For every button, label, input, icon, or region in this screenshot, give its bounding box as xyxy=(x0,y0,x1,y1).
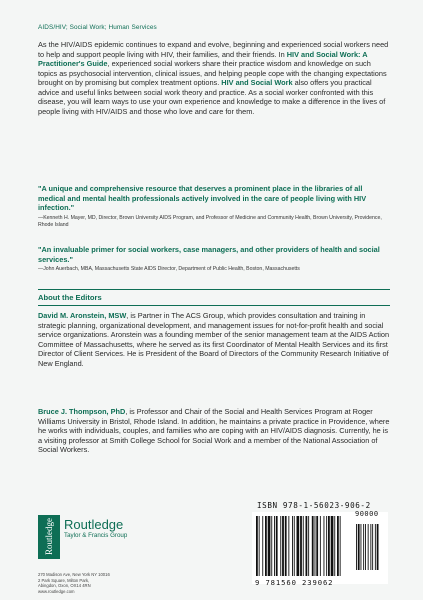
quote-text: "A unique and comprehensive resource that deserves a prominent place in the libraries of all medical and mental health professionals actively involved in the care of people living with HIV infection." xyxy=(38,184,367,213)
address-line: 270 Madison Ave, New York NY 10016 xyxy=(38,572,110,577)
quote-attribution: —Kenneth H. Mayer, MD, Director, Brown University AIDS Program, and Professor of Medicine and Community Health, Brown University, Providence, Rhode Island xyxy=(38,214,382,228)
address-line: Abingdon, Oxon, OX14 4RN xyxy=(38,583,91,589)
intro-text-2: , experienced social workers share their practice wisdom and knowledge on such topics as psychosocial intervention, clinical issues, and helping people cope with the changing expectations brought on by promising but complex treatment options. xyxy=(38,59,387,88)
barcode-icon xyxy=(252,512,388,582)
book-title-bold-short: HIV and Social Work xyxy=(221,78,293,88)
publisher-group: Taylor & Francis Group xyxy=(64,532,128,539)
section-divider xyxy=(38,289,390,290)
editor-bio xyxy=(38,407,390,455)
intro-text-1: As the HIV/AIDS epidemic continues to expand and evolve, beginning and experienced social workers need to help and support people living with HIV, their families, and their friends. In xyxy=(38,40,389,59)
address-line: 2 Park Square, Milton Park, xyxy=(38,577,90,583)
publisher-brand xyxy=(64,517,127,540)
section-divider xyxy=(38,305,390,306)
editor-bio xyxy=(38,311,390,368)
intro-paragraph xyxy=(38,40,390,116)
barcode-ean: 9 781560 239062 xyxy=(255,578,334,587)
isbn-label: ISBN 978-1-56023-906-2 xyxy=(257,501,371,510)
about-editors-heading: About the Editors xyxy=(38,293,102,302)
editor-bio-text: , is Professor and Chair of the Social and Health Services Program at Roger Williams University in Bristol, Rhode Island. In addition, he maintains a private practice in Providence, where he works with individuals, couples, and families who are coping with an HIV/AIDS diagnosis. Currently, he is a visiting professor at Smith College School for Social Work and a member of the National Association of Social Workers. xyxy=(38,407,390,455)
editor-name: David M. Aronstein, MSW xyxy=(38,311,127,320)
publisher-name: Routledge xyxy=(64,517,124,532)
editor-name: Bruce J. Thompson, PhD xyxy=(38,407,126,416)
editor-bio-text: , is Partner in The ACS Group, which provides consultation and training in strategic planning, organizational development, and management issues for not-for-profit health and social service organizations. Aronstein was a founding member of the senior management team at the AIDS Action Committee of Massachusetts, where he served as its first Coordinator of Mental Health Services and its first Director of Client Services. He is President of the Board of Directors of the Community Research Initiative of New England. xyxy=(38,311,390,368)
quote-text: "An invaluable primer for social workers, case managers, and other providers of health and social services." xyxy=(38,245,380,264)
endorsement-quote xyxy=(38,184,390,229)
address-line: www.routledge.com xyxy=(38,588,75,594)
svg-text:Routledge: Routledge xyxy=(44,518,54,555)
intro-text-3: also offers you practical advice and useful links between social work theory and practice. As a social worker confronted with this disease, you will learn ways to use your own experience and knowledge to make a difference in the lives of people living with HIV/AIDS and those who love and care for them. xyxy=(38,78,386,116)
category-label: AIDS/HIV; Social Work; Human Services xyxy=(38,24,157,31)
routledge-logo-icon xyxy=(38,515,60,559)
quote-attribution: —John Auerbach, MBA, Massachusetts State AIDS Director, Department of Public Health, Boston, Massachusetts xyxy=(38,266,300,273)
publisher-address xyxy=(38,572,110,594)
endorsement-quote xyxy=(38,245,390,273)
book-title-bold: HIV and Social Work: A Practitioner's Guide xyxy=(38,49,368,69)
barcode-addon: 90000 xyxy=(355,510,379,518)
